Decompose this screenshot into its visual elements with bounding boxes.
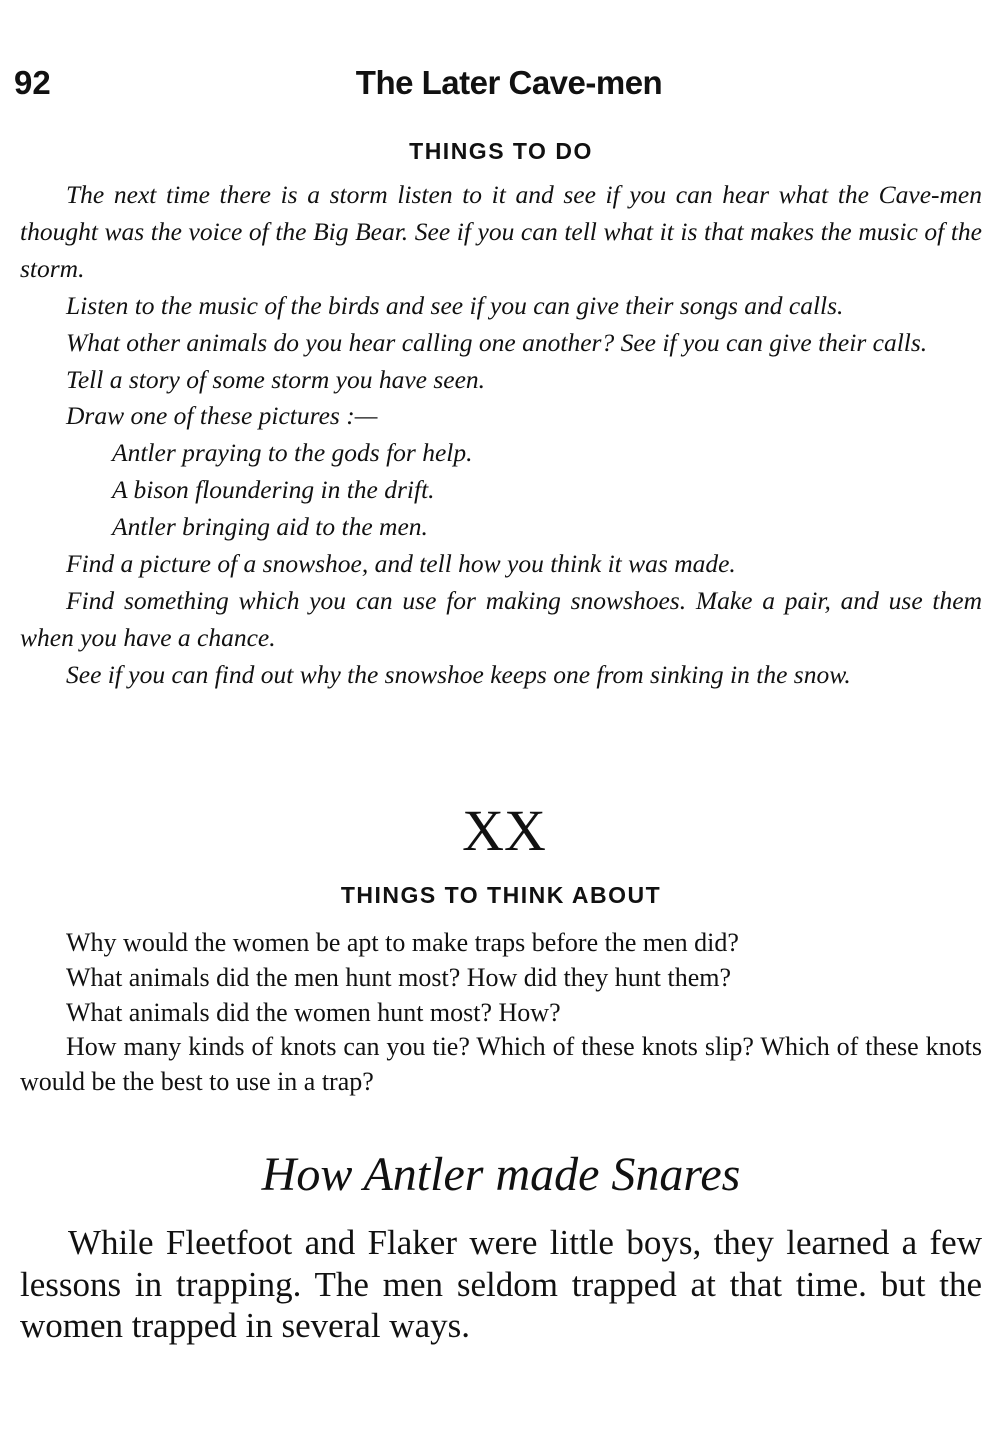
activity-item: Find a picture of a snowshoe, and tell how you think it was made. bbox=[66, 549, 736, 579]
running-title: The Later Cave-men bbox=[355, 64, 663, 101]
question-line: How many kinds of knots can you tie? Which of these knots slip? Which of these knots would be the best to use in a trap? bbox=[20, 1032, 982, 1097]
chapter-numeral: XX bbox=[462, 798, 546, 863]
things-to-think-about-list bbox=[20, 926, 982, 1100]
running-head bbox=[14, 58, 982, 108]
things-to-do-list bbox=[20, 177, 982, 694]
things-to-do-heading: THINGS TO DO bbox=[409, 138, 593, 164]
activity-item: Tell a story of some storm you have seen. bbox=[66, 364, 486, 394]
activity-item: The next time there is a storm listen to it and see if you can hear what the Cave-men thought was the voice of the Big Bear. See if you can tell what it is that makes the music of the storm. bbox=[20, 180, 982, 283]
things-to-think-about-heading: THINGS TO THINK ABOUT bbox=[340, 882, 662, 908]
activity-item: What other animals do you hear calling one another? See if you can give their calls. bbox=[66, 327, 928, 357]
page-number: 92 bbox=[14, 64, 51, 101]
activity-item: Find something which you can use for making snowshoes. Make a pair, and use them when you have a chance. bbox=[20, 585, 982, 652]
activity-item: Listen to the music of the birds and see if you can give their songs and calls. bbox=[66, 290, 844, 320]
picture-option: A bison floundering in the drift. bbox=[112, 475, 435, 505]
question-line: What animals did the men hunt most? How did they hunt them? bbox=[66, 962, 732, 992]
picture-option: Antler bringing aid to the men. bbox=[112, 512, 428, 542]
question-line: Why would the women be apt to make traps before the men did? bbox=[66, 928, 739, 957]
question-line: What animals did the women hunt most? How? bbox=[66, 997, 561, 1027]
book-page bbox=[14, 0, 982, 1433]
story-title: How Antler made Snares bbox=[261, 1148, 741, 1201]
story-body: While Fleetfoot and Flaker were little boys, they learned a few lessons in trapping. The men seldom trapped at that time. but the women trapped in several ways. bbox=[20, 1223, 982, 1345]
activity-item: Draw one of these pictures :— bbox=[66, 401, 378, 431]
picture-option: Antler praying to the gods for help. bbox=[112, 438, 473, 468]
activity-item: See if you can find out why the snowshoe keeps one from sinking in the snow. bbox=[66, 659, 851, 689]
